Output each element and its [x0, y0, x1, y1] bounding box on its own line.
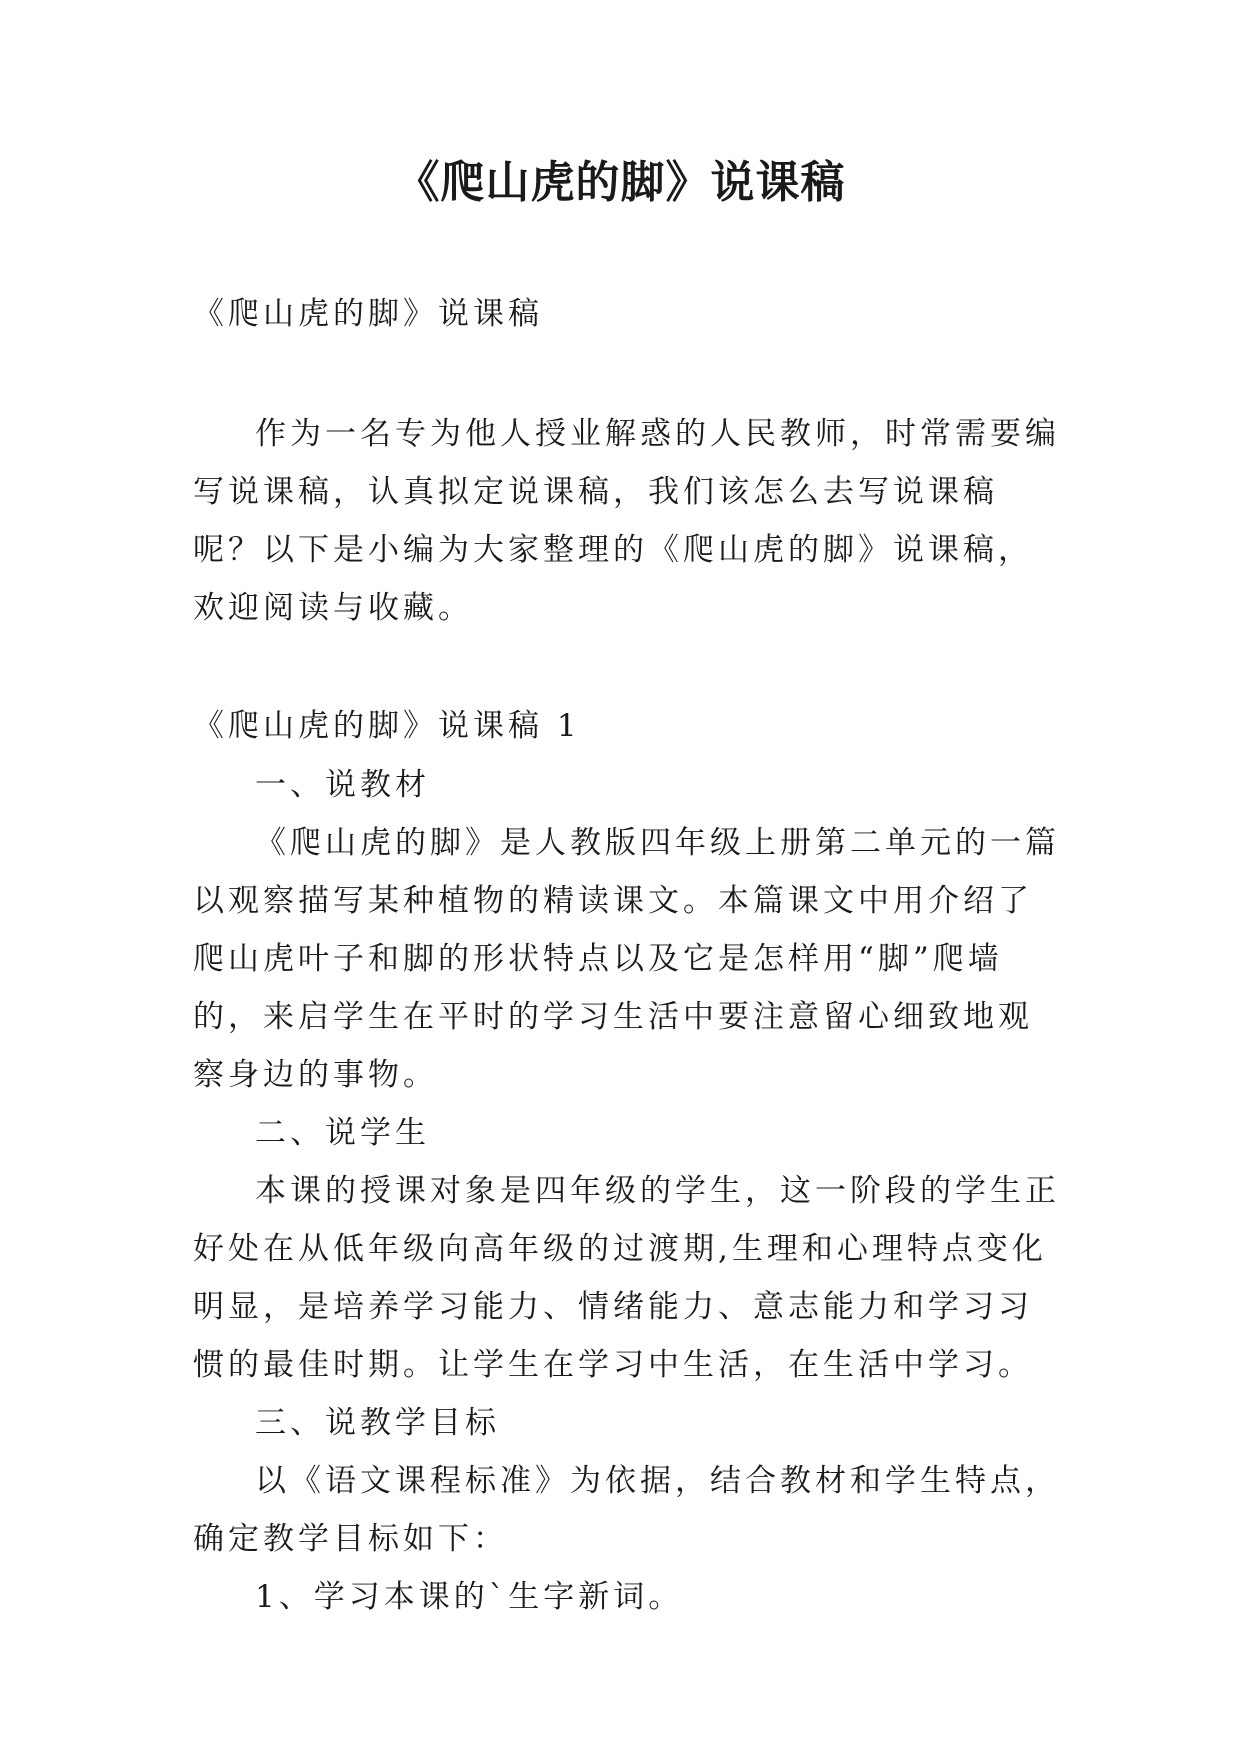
intro-paragraph: 作为一名专为他人授业解惑的人民教师，时常需要编写说课稿，认真拟定说课稿，我们该怎么去写说课稿呢？以下是小编为大家整理的《爬山虎的脚》说课稿，欢迎阅读与收藏。: [193, 416, 1060, 626]
section-content: [193, 756, 1063, 1626]
heading-goals: 三、说教学目标: [255, 1405, 500, 1441]
document-title: 《爬山虎的脚》说课稿: [395, 157, 846, 208]
heading-textbook: 一、说教材: [255, 767, 430, 803]
document-subtitle: 《爬山虎的脚》说课稿: [193, 296, 543, 332]
heading-students: 二、说学生: [255, 1115, 430, 1151]
goal-item-1: 1、学习本课的`生字新词。: [255, 1579, 684, 1615]
paragraph-goals: 以《语文课程标准》为依据，结合教材和学生特点，确定教学目标如下：: [193, 1463, 1060, 1557]
section-heading: 《爬山虎的脚》说课稿 1: [193, 708, 581, 744]
paragraph-students: 本课的授课对象是四年级的学生，这一阶段的学生正好处在从低年级向高年级的过渡期,生理和心理特点变化明显，是培养学习能力、情绪能力、意志能力和学习习惯的最佳时期。让学生在学习中生活，在生活中学习。: [193, 1173, 1060, 1383]
paragraph-textbook: 《爬山虎的脚》是人教版四年级上册第二单元的一篇以观察描写某种植物的精读课文。本篇课文中用介绍了爬山虎叶子和脚的形状特点以及它是怎样用“脚”爬墙的，来启学生在平时的学习生活中要注意留心细致地观察身边的事物。: [193, 825, 1060, 1093]
